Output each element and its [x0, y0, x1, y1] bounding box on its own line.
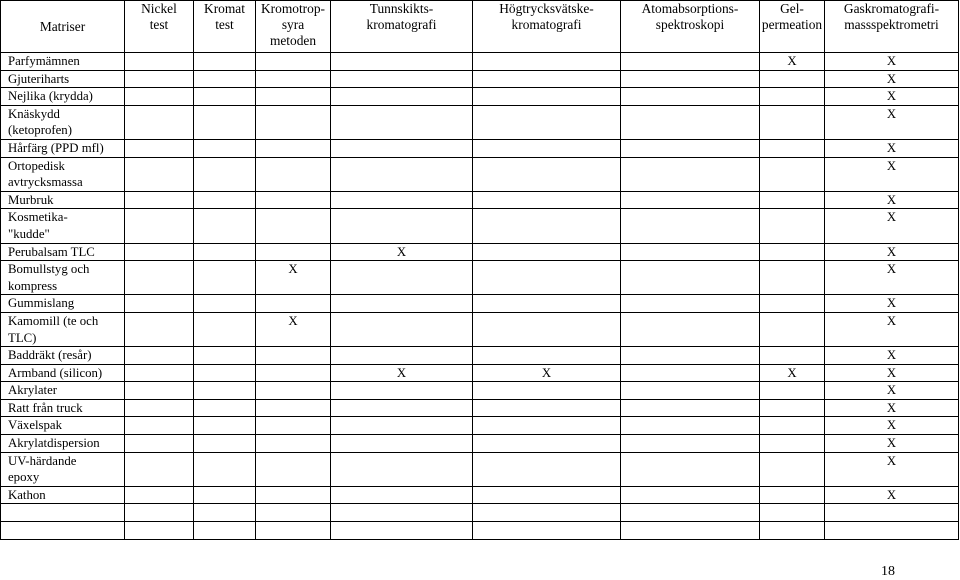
empty-cell — [1, 522, 125, 540]
method-cell: X — [825, 486, 959, 504]
method-cell — [473, 105, 621, 139]
method-cell — [194, 261, 256, 295]
method-cell — [760, 70, 825, 88]
method-cell — [125, 295, 194, 313]
method-cell: X — [825, 243, 959, 261]
method-cell: X — [256, 312, 331, 346]
method-cell — [473, 88, 621, 106]
method-cell — [760, 399, 825, 417]
matrix-name-cell: Kamomill (te och TLC) — [1, 312, 125, 346]
method-cell: X — [825, 382, 959, 400]
header-cell: Gel- permeation — [760, 1, 825, 53]
method-cell — [125, 191, 194, 209]
method-cell — [125, 486, 194, 504]
method-cell — [331, 261, 473, 295]
empty-cell — [825, 504, 959, 522]
table-row — [1, 70, 959, 88]
method-cell — [621, 70, 760, 88]
empty-cell — [621, 522, 760, 540]
method-cell — [194, 435, 256, 453]
method-cell — [621, 157, 760, 191]
method-cell: X — [825, 399, 959, 417]
matrix-name-cell: Perubalsam TLC — [1, 243, 125, 261]
method-cell — [760, 435, 825, 453]
method-cell — [331, 347, 473, 365]
method-cell — [473, 382, 621, 400]
method-cell — [194, 486, 256, 504]
method-cell — [331, 435, 473, 453]
method-cell — [125, 399, 194, 417]
method-cell — [621, 364, 760, 382]
matrix-name-cell: Gummislang — [1, 295, 125, 313]
method-cell — [256, 191, 331, 209]
header-cell: Gaskromatografi- massspektrometri — [825, 1, 959, 53]
method-cell — [125, 53, 194, 71]
matrix-name-cell: Kathon — [1, 486, 125, 504]
method-cell — [331, 105, 473, 139]
method-cell — [125, 435, 194, 453]
method-cell — [331, 486, 473, 504]
method-cell — [125, 243, 194, 261]
table-row — [1, 139, 959, 157]
method-cell — [194, 70, 256, 88]
method-cell: X — [825, 139, 959, 157]
method-cell — [473, 261, 621, 295]
method-cell — [473, 452, 621, 486]
method-cell: X — [825, 209, 959, 243]
method-cell — [473, 243, 621, 261]
table-row — [1, 105, 959, 139]
method-cell — [194, 399, 256, 417]
table-row — [1, 53, 959, 71]
method-cell — [473, 191, 621, 209]
method-cell: X — [760, 364, 825, 382]
method-cell — [125, 70, 194, 88]
method-cell — [125, 157, 194, 191]
method-cell — [621, 261, 760, 295]
method-cell — [256, 486, 331, 504]
method-cell — [473, 486, 621, 504]
empty-cell — [256, 522, 331, 540]
method-cell — [256, 399, 331, 417]
method-cell — [331, 70, 473, 88]
method-cell — [760, 261, 825, 295]
method-cell — [760, 452, 825, 486]
table-row — [1, 347, 959, 365]
method-cell — [473, 157, 621, 191]
method-cell — [760, 209, 825, 243]
table-row — [1, 191, 959, 209]
method-cell: X — [256, 261, 331, 295]
method-cell — [331, 312, 473, 346]
method-cell — [760, 88, 825, 106]
method-cell — [621, 88, 760, 106]
matrix-name-cell: Växelspak — [1, 417, 125, 435]
empty-cell — [331, 504, 473, 522]
method-cell — [194, 53, 256, 71]
method-cell — [621, 209, 760, 243]
method-cell — [194, 191, 256, 209]
empty-cell — [256, 504, 331, 522]
method-cell: X — [825, 157, 959, 191]
table-row — [1, 295, 959, 313]
matrix-name-cell: Akrylatdispersion — [1, 435, 125, 453]
method-cell — [760, 191, 825, 209]
method-cell — [621, 191, 760, 209]
matrix-name-cell: Gjuteriharts — [1, 70, 125, 88]
matrix-name-cell: Murbruk — [1, 191, 125, 209]
method-cell — [473, 70, 621, 88]
method-cell — [331, 399, 473, 417]
empty-cell — [331, 522, 473, 540]
table-row — [1, 243, 959, 261]
method-cell: X — [331, 243, 473, 261]
method-cell: X — [825, 312, 959, 346]
method-cell — [621, 312, 760, 346]
method-cell — [473, 399, 621, 417]
table-row — [1, 417, 959, 435]
empty-cell — [473, 522, 621, 540]
method-cell — [473, 209, 621, 243]
method-cell: X — [825, 53, 959, 71]
matrix-body — [1, 53, 959, 540]
method-cell — [256, 157, 331, 191]
method-cell — [760, 312, 825, 346]
method-cell — [125, 88, 194, 106]
matrix-name-cell: UV-härdande epoxy — [1, 452, 125, 486]
method-cell — [621, 243, 760, 261]
method-cell — [760, 295, 825, 313]
method-cell — [125, 209, 194, 243]
method-cell — [125, 347, 194, 365]
empty-cell — [621, 504, 760, 522]
matrix-name-cell: Akrylater — [1, 382, 125, 400]
method-cell: X — [331, 364, 473, 382]
matrix-name-cell: Hårfärg (PPD mfl) — [1, 139, 125, 157]
method-cell — [331, 157, 473, 191]
method-cell — [760, 139, 825, 157]
empty-cell — [825, 522, 959, 540]
method-cell — [331, 139, 473, 157]
table-row — [1, 399, 959, 417]
method-cell — [621, 105, 760, 139]
method-cell: X — [825, 105, 959, 139]
matrix-name-cell: Kosmetika- "kudde" — [1, 209, 125, 243]
header-cell: Kromotrop- syra metoden — [256, 1, 331, 53]
matrix-name-cell: Parfymämnen — [1, 53, 125, 71]
method-cell: X — [825, 435, 959, 453]
method-cell — [125, 105, 194, 139]
method-cell — [194, 209, 256, 243]
method-cell: X — [825, 364, 959, 382]
header-cell: Kromat test — [194, 1, 256, 53]
method-cell — [331, 382, 473, 400]
method-cell — [256, 417, 331, 435]
method-cell — [331, 53, 473, 71]
method-cell — [194, 452, 256, 486]
method-cell — [760, 486, 825, 504]
table-row — [1, 312, 959, 346]
method-cell — [760, 382, 825, 400]
method-cell — [621, 347, 760, 365]
method-cell — [194, 364, 256, 382]
method-cell — [256, 364, 331, 382]
empty-row — [1, 504, 959, 522]
method-cell — [125, 452, 194, 486]
method-cell — [194, 88, 256, 106]
method-cell: X — [760, 53, 825, 71]
empty-cell — [125, 504, 194, 522]
method-cell — [621, 486, 760, 504]
method-cell: X — [825, 347, 959, 365]
header-cell: Atomabsorptions- spektroskopi — [621, 1, 760, 53]
table-row — [1, 364, 959, 382]
table-row — [1, 435, 959, 453]
matrix-name-cell: Ratt från truck — [1, 399, 125, 417]
method-cell — [256, 105, 331, 139]
method-cell — [331, 417, 473, 435]
method-cell — [194, 139, 256, 157]
method-cell — [125, 417, 194, 435]
table-row — [1, 157, 959, 191]
method-cell: X — [825, 261, 959, 295]
method-cell: X — [825, 452, 959, 486]
method-cell: X — [825, 191, 959, 209]
table-row — [1, 88, 959, 106]
method-cell — [473, 417, 621, 435]
method-cell — [621, 53, 760, 71]
header-cell: Matriser — [1, 1, 125, 53]
method-cell — [256, 139, 331, 157]
table-row — [1, 382, 959, 400]
method-cell — [760, 157, 825, 191]
method-cell — [125, 139, 194, 157]
method-cell — [760, 105, 825, 139]
matrix-name-cell: Armband (silicon) — [1, 364, 125, 382]
method-cell — [256, 243, 331, 261]
method-cell — [194, 417, 256, 435]
method-cell — [125, 364, 194, 382]
matrix-name-cell: Baddräkt (resår) — [1, 347, 125, 365]
method-cell — [621, 399, 760, 417]
method-cell — [473, 435, 621, 453]
method-cell — [473, 347, 621, 365]
method-cell — [194, 105, 256, 139]
table-row — [1, 486, 959, 504]
header-cell: Högtrycksvätske- kromatografi — [473, 1, 621, 53]
matrix-name-cell: Ortopedisk avtrycksmassa — [1, 157, 125, 191]
method-cell — [125, 382, 194, 400]
method-cell — [331, 191, 473, 209]
empty-row — [1, 522, 959, 540]
header-row — [1, 1, 959, 53]
method-cell — [621, 452, 760, 486]
method-cell — [473, 139, 621, 157]
method-cell: X — [825, 295, 959, 313]
method-cell — [473, 312, 621, 346]
matrix-name-cell: Bomullstyg och kompress — [1, 261, 125, 295]
method-cell: X — [825, 88, 959, 106]
method-cell — [760, 417, 825, 435]
method-cell — [331, 452, 473, 486]
method-cell — [621, 382, 760, 400]
table-row — [1, 452, 959, 486]
empty-cell — [473, 504, 621, 522]
matrix-name-cell: Nejlika (krydda) — [1, 88, 125, 106]
method-cell — [256, 209, 331, 243]
method-cell — [621, 417, 760, 435]
page-number: 18 — [881, 564, 895, 579]
method-cell — [256, 70, 331, 88]
method-cell — [256, 295, 331, 313]
method-cell: X — [825, 70, 959, 88]
method-cell — [760, 347, 825, 365]
method-cell — [256, 452, 331, 486]
empty-cell — [1, 504, 125, 522]
empty-cell — [125, 522, 194, 540]
method-cell — [331, 295, 473, 313]
header-cell: Nickel test — [125, 1, 194, 53]
method-cell — [194, 347, 256, 365]
empty-cell — [194, 522, 256, 540]
method-cell — [125, 261, 194, 295]
method-cell: X — [473, 364, 621, 382]
method-cell — [760, 243, 825, 261]
method-cell — [256, 382, 331, 400]
method-cell — [194, 295, 256, 313]
method-cell — [621, 295, 760, 313]
method-cell — [194, 157, 256, 191]
method-cell — [194, 312, 256, 346]
method-cell: X — [825, 417, 959, 435]
method-cell — [256, 88, 331, 106]
method-cell — [473, 53, 621, 71]
empty-cell — [760, 504, 825, 522]
method-cell — [331, 209, 473, 243]
method-cell — [621, 435, 760, 453]
empty-cell — [760, 522, 825, 540]
method-cell — [125, 312, 194, 346]
method-cell — [194, 382, 256, 400]
method-cell — [331, 88, 473, 106]
method-cell — [256, 53, 331, 71]
matrix-name-cell: Knäskydd (ketoprofen) — [1, 105, 125, 139]
method-cell — [621, 139, 760, 157]
method-cell — [256, 347, 331, 365]
method-cell — [194, 243, 256, 261]
method-cell — [256, 435, 331, 453]
table-row — [1, 209, 959, 243]
header-cell: Tunnskikts- kromatografi — [331, 1, 473, 53]
method-cell — [473, 295, 621, 313]
table-row — [1, 261, 959, 295]
empty-cell — [194, 504, 256, 522]
